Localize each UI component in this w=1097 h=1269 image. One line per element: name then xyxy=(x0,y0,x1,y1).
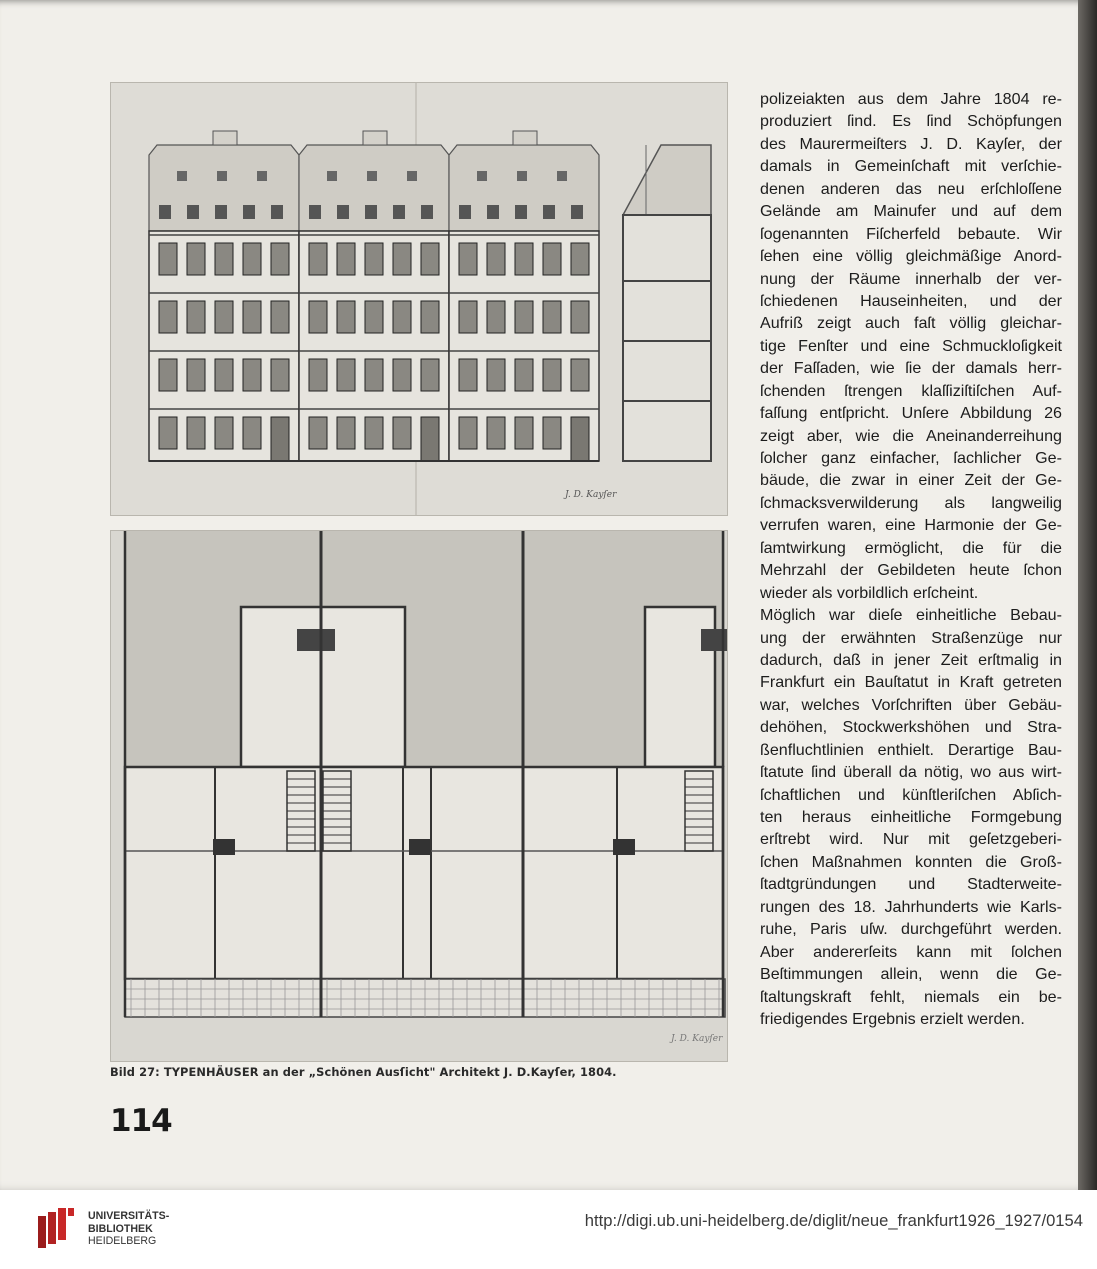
body-text-line: ſchen Maßnahmen konnten die Groß- xyxy=(760,852,1062,871)
door xyxy=(271,417,289,461)
dormer-window xyxy=(271,205,283,219)
window xyxy=(487,301,505,333)
library-name-line3: HEIDELBERG xyxy=(88,1235,157,1248)
body-text-line: ten heraus einheitliche Formgebung xyxy=(760,808,1062,826)
library-name-line1: UNIVERSITÄTS- xyxy=(88,1210,170,1222)
window xyxy=(393,359,411,391)
body-text-line: erſtrebt wird. Nur mit geſetzgeberi- xyxy=(760,830,1062,849)
dormer-window xyxy=(365,205,377,219)
body-text-line: dehöhen, Stockwerkshöhen und Stra- xyxy=(760,718,1062,737)
window xyxy=(571,243,589,275)
window xyxy=(159,301,177,333)
body-text-line: Gelände am Mainufer und auf dem xyxy=(760,202,1062,221)
window xyxy=(215,417,233,449)
window xyxy=(187,359,205,391)
window xyxy=(393,417,411,449)
floor-plan-svg xyxy=(111,531,727,1061)
window xyxy=(571,301,589,333)
window xyxy=(393,301,411,333)
dormer-window xyxy=(367,171,377,181)
window xyxy=(365,417,383,449)
body-text-line: ſtatute ſind überall da nötig, wo aus wirt- xyxy=(760,763,1062,782)
stove xyxy=(613,839,635,855)
body-text-line: ſehen eine völlig gleichmäßige Anord- xyxy=(760,247,1062,266)
dormer-window xyxy=(421,205,433,219)
window xyxy=(159,359,177,391)
stove xyxy=(409,839,431,855)
dormer-window xyxy=(477,171,487,181)
body-text-line: Aber andererſeits kann mit ſolchen xyxy=(760,942,1062,961)
dormer-window xyxy=(407,171,417,181)
window xyxy=(309,359,327,391)
window xyxy=(459,243,477,275)
side-section-drawing xyxy=(623,145,711,461)
dormer-window xyxy=(557,171,567,181)
window xyxy=(243,417,261,449)
body-text-line: ßenfluchtlinien enthielt. Derartige Bau- xyxy=(760,740,1062,759)
body-text-line: ſtaltungskraft fehlt, niemals ein be- xyxy=(760,987,1062,1006)
dormer-window xyxy=(543,205,555,219)
window xyxy=(187,417,205,449)
dormer-window xyxy=(309,205,321,219)
signature-top: J. D. Kayſer xyxy=(565,490,617,500)
source-url-link[interactable]: http://digi.ub.uni-heidelberg.de/diglit/neue_frankfurt1926_1927/0154 xyxy=(584,1211,1083,1230)
window xyxy=(515,243,533,275)
body-text-line: Mehrzahl der Gebildeten heute ſchon xyxy=(760,561,1062,580)
chimney xyxy=(363,131,387,145)
body-text-line: ſamtwirkung ermöglicht, die für die xyxy=(760,538,1062,557)
window xyxy=(271,301,289,333)
window xyxy=(543,417,561,449)
dormer-window xyxy=(327,171,337,181)
dormer-window xyxy=(459,205,471,219)
dormer-window xyxy=(243,205,255,219)
body-text-line: verrufen waren, eine Harmonie der Ge- xyxy=(760,516,1062,535)
body-text-line: der Faſſaden, wie ſie der damals herr- xyxy=(760,359,1062,378)
library-name xyxy=(88,1210,169,1248)
dormer-window xyxy=(393,205,405,219)
window xyxy=(459,359,477,391)
window xyxy=(215,301,233,333)
book-edge-shadow xyxy=(1078,0,1097,1190)
dormer-window xyxy=(571,205,583,219)
window xyxy=(309,301,327,333)
body-text-line: ſchaftlichen und künſtleriſchen Abſich- xyxy=(760,785,1062,804)
body-text-line: ſolcher ganz einfacher, ſachlicher Ge- xyxy=(760,449,1062,467)
window xyxy=(487,359,505,391)
window xyxy=(187,243,205,275)
body-text-line: ſchiedenen Hauseinheiten, und der xyxy=(760,291,1062,310)
window xyxy=(243,243,261,275)
window xyxy=(421,243,439,275)
dormer-window xyxy=(257,171,267,181)
window xyxy=(515,359,533,391)
fireplace xyxy=(297,629,335,651)
page-number: 114 xyxy=(110,1103,172,1139)
window xyxy=(487,417,505,449)
facade-elevation-drawing xyxy=(110,82,728,516)
window xyxy=(271,359,289,391)
body-text-line: faſſung entſpricht. Unſere Abbildung 26 xyxy=(760,404,1062,423)
body-text-line: dadurch, daß in jener Zeit erſtmalig in xyxy=(760,650,1062,669)
figure-caption xyxy=(110,1065,730,1079)
window xyxy=(337,417,355,449)
body-text-line: ſchmacksverwilderung als langweilig xyxy=(760,493,1062,512)
dormer-window xyxy=(215,205,227,219)
window xyxy=(309,417,327,449)
window xyxy=(487,243,505,275)
body-text-line: tige Fenſter und eine Schmuckloſigkeit xyxy=(760,336,1062,355)
floor-plan-drawing xyxy=(110,530,728,1062)
door xyxy=(571,417,589,461)
window xyxy=(215,243,233,275)
body-text-line: zeigt aber, wie die Aneinanderreihung xyxy=(760,426,1062,445)
body-text-line: denen anderen das neu erſchloſſene xyxy=(760,179,1062,198)
door xyxy=(421,417,439,461)
window xyxy=(271,243,289,275)
body-text-line: nung der Räume innerhalb der ver- xyxy=(760,269,1062,288)
body-text-line: friedigendes Ergebnis erzielt werden. xyxy=(760,1009,1025,1028)
body-text-line: bäude, die zwar in einer Zeit der Ge- xyxy=(760,471,1062,490)
window xyxy=(337,301,355,333)
window xyxy=(365,301,383,333)
dormer-window xyxy=(187,205,199,219)
body-text-line: ſtadtgründungen und Stadterweite- xyxy=(760,875,1062,894)
window xyxy=(421,301,439,333)
dormer-window xyxy=(517,171,527,181)
chimney xyxy=(213,131,237,145)
window xyxy=(243,359,261,391)
facade-drawing-svg xyxy=(111,83,727,515)
body-text-line: produziert ſind. Es ſind Schöpfungen xyxy=(760,112,1062,131)
window xyxy=(365,243,383,275)
body-text-line: Aufriß zeigt auch faſt völlig gleichar- xyxy=(760,314,1062,333)
dormer-window xyxy=(487,205,499,219)
window xyxy=(159,243,177,275)
window xyxy=(243,301,261,333)
window xyxy=(543,301,561,333)
body-text-column xyxy=(760,88,1062,1030)
body-text-line: rungen des 18. Jahrhunderts wie Karls- xyxy=(760,897,1062,916)
signature-bottom: J. D. Kayſer xyxy=(671,1034,723,1044)
window xyxy=(187,301,205,333)
chimney xyxy=(513,131,537,145)
dormer-window xyxy=(337,205,349,219)
body-text-line: des Maurermeiſters J. D. Kayſer, der xyxy=(760,134,1062,153)
stove xyxy=(213,839,235,855)
window xyxy=(459,417,477,449)
body-text-line: damals in Gemeinſchaft mit verſchie- xyxy=(760,157,1062,176)
window xyxy=(421,359,439,391)
dormer-window xyxy=(159,205,171,219)
dormer-window xyxy=(217,171,227,181)
body-text-line: ſogenannten Fiſcherfeld bebaute. Wir xyxy=(760,224,1062,243)
window xyxy=(159,417,177,449)
footer xyxy=(0,1190,1097,1269)
body-text-line: ung der erwähnten Straßenzüge nur xyxy=(760,628,1062,647)
window xyxy=(515,417,533,449)
body-text-line: wieder als vorbildlich erſcheint. xyxy=(760,583,979,602)
dormer-window xyxy=(177,171,187,181)
caption-label: Bild 27: xyxy=(110,1065,160,1079)
window xyxy=(515,301,533,333)
body-text-line: Frankfurt ein Bauſtatut in Kraft getreten xyxy=(760,673,1062,692)
window xyxy=(337,243,355,275)
window xyxy=(543,359,561,391)
window xyxy=(365,359,383,391)
body-text-line: ruhe, Paris uſw. durchgeführt werden. xyxy=(760,920,1062,939)
window xyxy=(459,301,477,333)
window xyxy=(571,359,589,391)
library-logo-icon xyxy=(36,1206,76,1250)
body-text-line: war, welches Vorſchriften über Gebäu- xyxy=(760,695,1062,714)
window xyxy=(393,243,411,275)
body-text-line: polizeiakten aus dem Jahre 1804 re- xyxy=(760,90,1062,108)
window xyxy=(543,243,561,275)
caption-text: TYPENHÄUSER an der „Schönen Ausſicht" Architekt J. D.Kayſer, 1804. xyxy=(163,1065,617,1079)
window xyxy=(309,243,327,275)
dormer-window xyxy=(515,205,527,219)
body-text-line: ſchenden ſtrengen klaſſiziſtiſchen Auf- xyxy=(760,381,1062,400)
window xyxy=(215,359,233,391)
body-text-line: Beſtimmungen allein, wenn die Ge- xyxy=(760,965,1062,984)
library-name-line2: BIBLIOTHEK xyxy=(88,1222,153,1235)
body-text-line: Möglich war dieſe einheitliche Bebau- xyxy=(760,606,1062,625)
window xyxy=(337,359,355,391)
